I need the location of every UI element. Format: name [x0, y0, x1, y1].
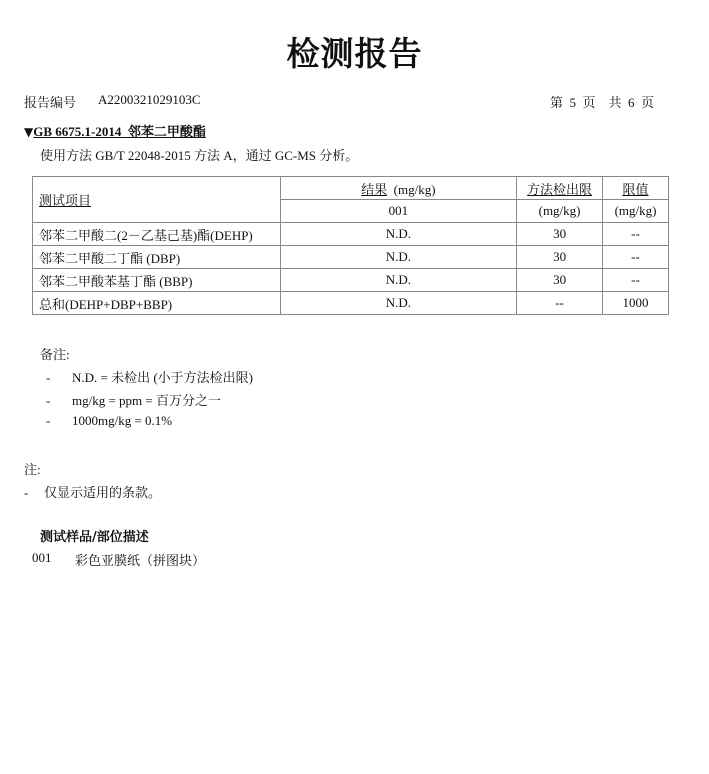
row-mdl: 30 — [517, 223, 603, 246]
table-row — [33, 223, 669, 246]
table-row — [33, 246, 669, 269]
page-total-unit: 页 — [641, 95, 655, 110]
row-limit: -- — [603, 269, 669, 292]
row-item: 邻苯二甲酸二丁酯 (DBP) — [33, 246, 281, 269]
note-item: - 仅显示适用的条款。 — [24, 485, 162, 500]
row-limit: 1000 — [603, 292, 669, 315]
sample-heading: 测试样品/部位描述 — [40, 530, 149, 545]
table-header-row — [33, 177, 669, 200]
remark-item: - mg/kg = ppm = 百万分之一 — [46, 393, 221, 408]
page-current: 5 — [569, 95, 577, 110]
section-heading — [24, 121, 206, 140]
row-item: 邻苯二甲酸苯基丁酯 (BBP) — [33, 269, 281, 292]
header-sample-no: 001 — [280, 200, 517, 223]
header-test-item: 测试项目 — [33, 177, 281, 223]
sample-description: 彩色亚膜纸（拼图块） — [75, 553, 206, 568]
results-table — [32, 176, 669, 315]
header-limit-unit: (mg/kg) — [603, 200, 669, 223]
test-method: 使用方法 GB/T 22048-2015 方法 A，通过 GC-MS 分析。 — [40, 148, 359, 163]
page-unit: 页 — [582, 95, 596, 110]
header-limit: 限值 — [603, 177, 669, 200]
header-result: 结果 (mg/kg) — [280, 177, 517, 200]
row-result: N.D. — [280, 223, 517, 246]
triangle-marker-icon: ▼ — [24, 125, 34, 139]
report-number-label: 报告编号 — [24, 95, 77, 110]
sample-number: 001 — [32, 550, 52, 565]
remark-item: - N.D. = 未检出 (小于方法检出限) — [46, 370, 254, 385]
table-row — [33, 269, 669, 292]
row-result: N.D. — [280, 246, 517, 269]
report-number: A2200321029103C — [98, 92, 201, 107]
row-result: N.D. — [280, 292, 517, 315]
section-standard: GB 6675.1-2014 — [33, 124, 122, 139]
report-title: 检测报告 — [286, 34, 423, 73]
header-mdl: 方法检出限 — [517, 177, 603, 200]
remark-item: - 1000mg/kg = 0.1% — [46, 413, 173, 428]
row-result: N.D. — [280, 269, 517, 292]
remarks-title: 备注: — [40, 347, 70, 362]
row-limit: -- — [603, 223, 669, 246]
row-item: 邻苯二甲酸二(2－乙基己基)酯(DEHP) — [33, 223, 281, 246]
row-item: 总和(DEHP+DBP+BBP) — [33, 292, 281, 315]
page-prefix: 第 — [550, 95, 564, 110]
header-mdl-unit: (mg/kg) — [517, 200, 603, 223]
row-mdl: 30 — [517, 269, 603, 292]
row-limit: -- — [603, 246, 669, 269]
page-indicator — [550, 92, 654, 111]
table-row — [33, 292, 669, 315]
page-total-prefix: 共 — [608, 95, 622, 110]
row-mdl: -- — [517, 292, 603, 315]
note-title: 注: — [24, 462, 41, 477]
page-total: 6 — [628, 95, 635, 110]
section-name: 邻苯二甲酸酯 — [127, 124, 206, 139]
row-mdl: 30 — [517, 246, 603, 269]
